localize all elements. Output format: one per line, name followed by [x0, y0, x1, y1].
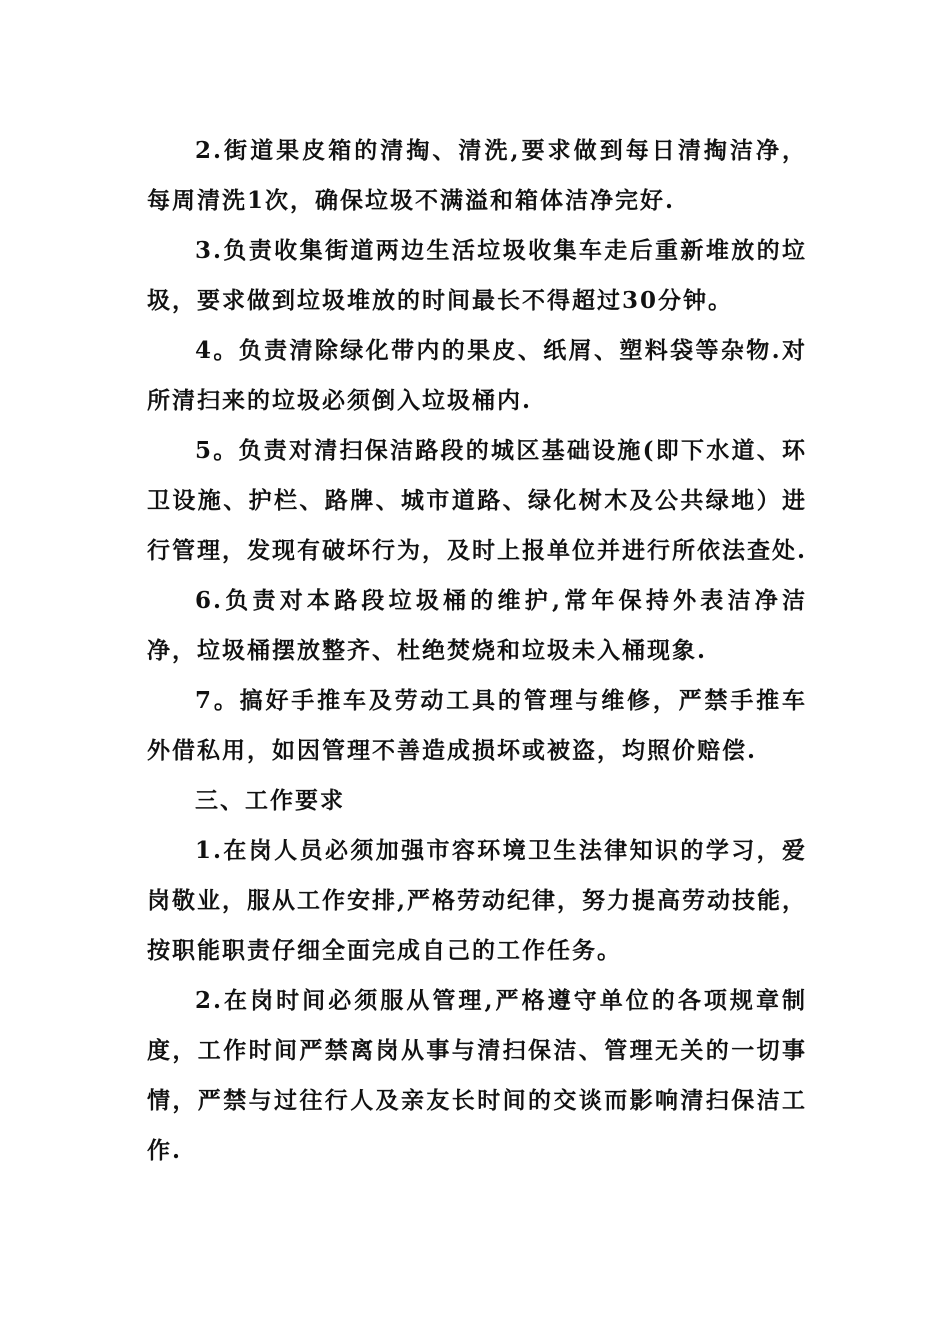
- paragraph-item-6: 6.负责对本路段垃圾桶的维护,常年保持外表洁净洁净，垃圾桶摆放整齐、杜绝焚烧和垃圾未入桶现象.: [147, 587, 807, 664]
- paragraph-item-3: 3.负责收集街道两边生活垃圾收集车走后重新堆放的垃圾，要求做到垃圾堆放的时间最长不得超过30分钟。: [147, 237, 807, 314]
- section-heading: 三、工作要求: [195, 787, 345, 814]
- requirement-item-1: 1.在岗人员必须加强市容环境卫生法律知识的学习，爱岗敬业，服从工作安排,严格劳动纪律，努力提高劳动技能，按职能职责仔细全面完成自己的工作任务。: [147, 837, 808, 964]
- document-body: [147, 126, 807, 1176]
- requirement-item-2: 2.在岗时间必须服从管理,严格遵守单位的各项规章制度，工作时间严禁离岗从事与清扫保洁、管理无关的一切事情，严禁与过往行人及亲友长时间的交谈而影响清扫保洁工作.: [147, 987, 807, 1164]
- paragraph-item-2: 2.街道果皮箱的清掏、清洗,要求做到每日清掏洁净，每周清洗1次，确保垃圾不满溢和箱体洁净完好.: [147, 137, 807, 214]
- paragraph-item-7: 7。搞好手推车及劳动工具的管理与维修，严禁手推车外借私用，如因管理不善造成损坏或被盗，均照价赔偿.: [147, 687, 807, 764]
- paragraph-item-4: 4。负责清除绿化带内的果皮、纸屑、塑料袋等杂物.对所清扫来的垃圾必须倒入垃圾桶内.: [147, 337, 807, 414]
- paragraph-item-5: 5。负责对清扫保洁路段的城区基础设施(即下水道、环卫设施、护栏、路牌、城市道路、绿化树木及公共绿地）进行管理，发现有破坏行为，及时上报单位并进行所依法查处.: [147, 437, 808, 564]
